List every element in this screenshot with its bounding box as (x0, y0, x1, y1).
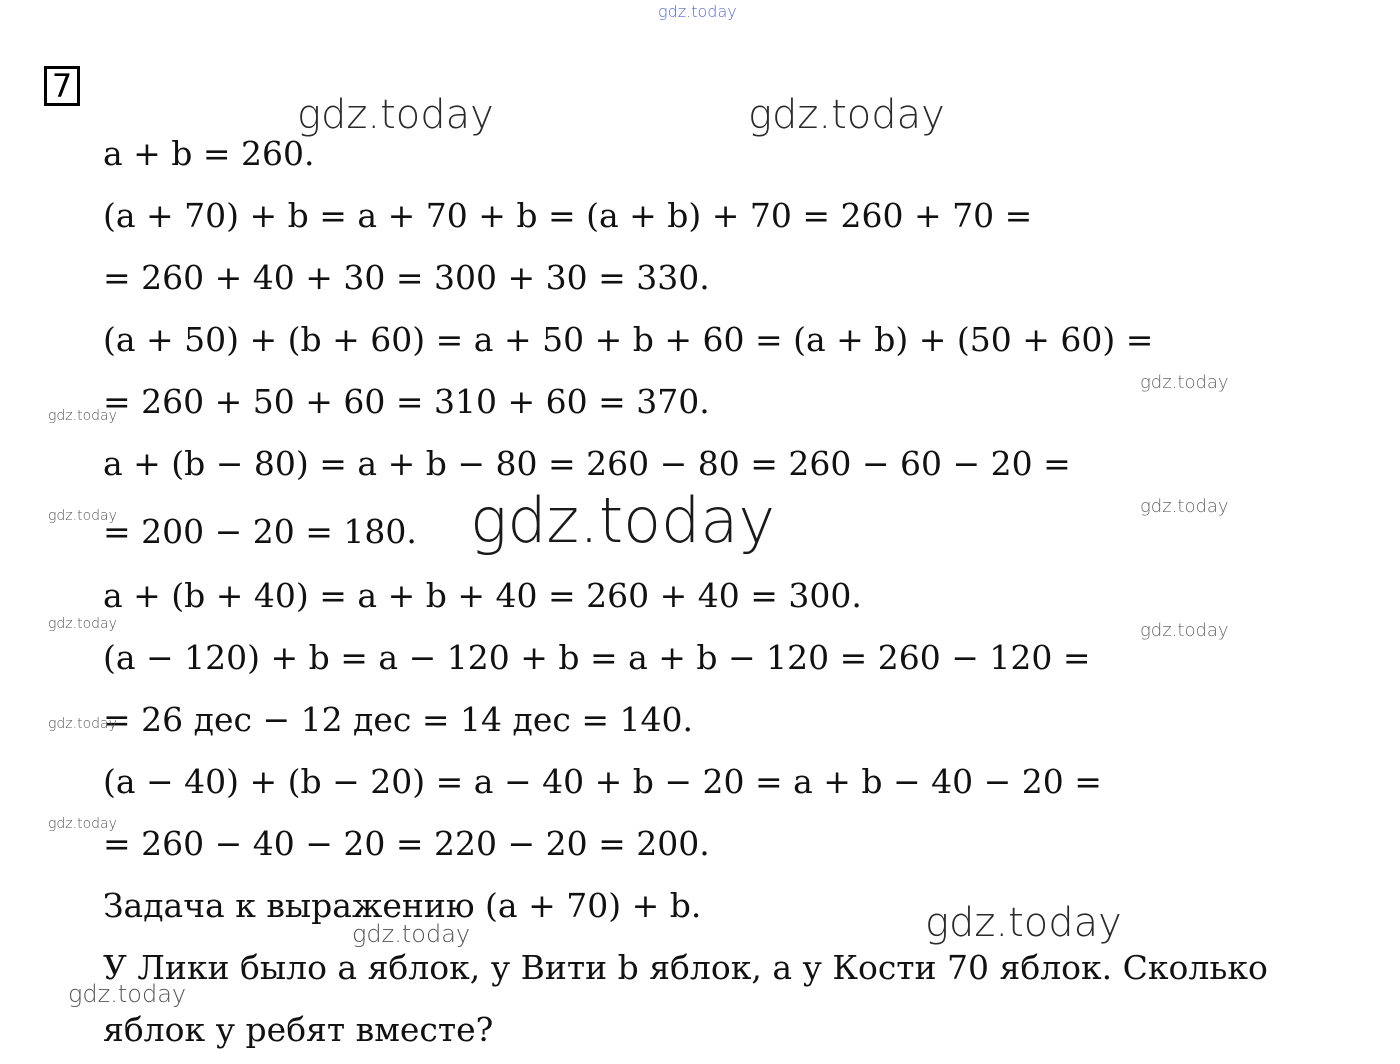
solution-line-9: (a − 120) + b = a − 120 + b = a + b − 120 = 260 − 120 = (103, 638, 1091, 677)
task-number-box: 7 (44, 66, 80, 106)
watermark: gdz.today (297, 92, 494, 138)
task-text-line-1: У Лики было a яблок, у Вити b яблок, а у Кости 70 яблок. Сколько (103, 948, 1268, 987)
solution-line-1: a + b = 260. (103, 134, 315, 173)
watermark: gdz.today (68, 980, 187, 1008)
watermark: gdz.today (925, 900, 1122, 946)
watermark: gdz.today (48, 408, 117, 424)
watermark: gdz.today (1140, 620, 1229, 641)
watermark: gdz.today (48, 616, 117, 632)
solution-line-2: (a + 70) + b = a + 70 + b = (a + b) + 70 = 260 + 70 = (103, 196, 1033, 235)
watermark: gdz.today (1140, 496, 1229, 517)
task-text-line-2: яблок у ребят вместе? (103, 1010, 494, 1049)
task-heading-line: Задача к выражению (a + 70) + b. (103, 886, 702, 925)
solution-line-5: = 260 + 50 + 60 = 310 + 60 = 370. (103, 382, 710, 421)
solution-line-12: = 260 − 40 − 20 = 220 − 20 = 200. (103, 824, 710, 863)
watermark: gdz.today (470, 484, 776, 557)
solution-line-7: = 200 − 20 = 180. (103, 512, 417, 551)
solution-line-8: a + (b + 40) = a + b + 40 = 260 + 40 = 300. (103, 576, 862, 615)
watermark: gdz.today (1140, 372, 1229, 393)
watermark: gdz.today (48, 716, 117, 732)
solution-line-4: (a + 50) + (b + 60) = a + 50 + b + 60 = (a + b) + (50 + 60) = (103, 320, 1154, 359)
watermark: gdz.today (658, 2, 737, 21)
watermark: gdz.today (48, 816, 117, 832)
solution-line-3: = 260 + 40 + 30 = 300 + 30 = 330. (103, 258, 710, 297)
solution-line-6: a + (b − 80) = a + b − 80 = 260 − 80 = 260 − 60 − 20 = (103, 444, 1071, 483)
solution-line-11: (a − 40) + (b − 20) = a − 40 + b − 20 = a + b − 40 − 20 = (103, 762, 1102, 801)
watermark: gdz.today (352, 920, 471, 948)
watermark: gdz.today (48, 508, 117, 524)
watermark: gdz.today (748, 92, 945, 138)
solution-line-10: = 26 дес − 12 дес = 14 дес = 140. (103, 700, 693, 739)
